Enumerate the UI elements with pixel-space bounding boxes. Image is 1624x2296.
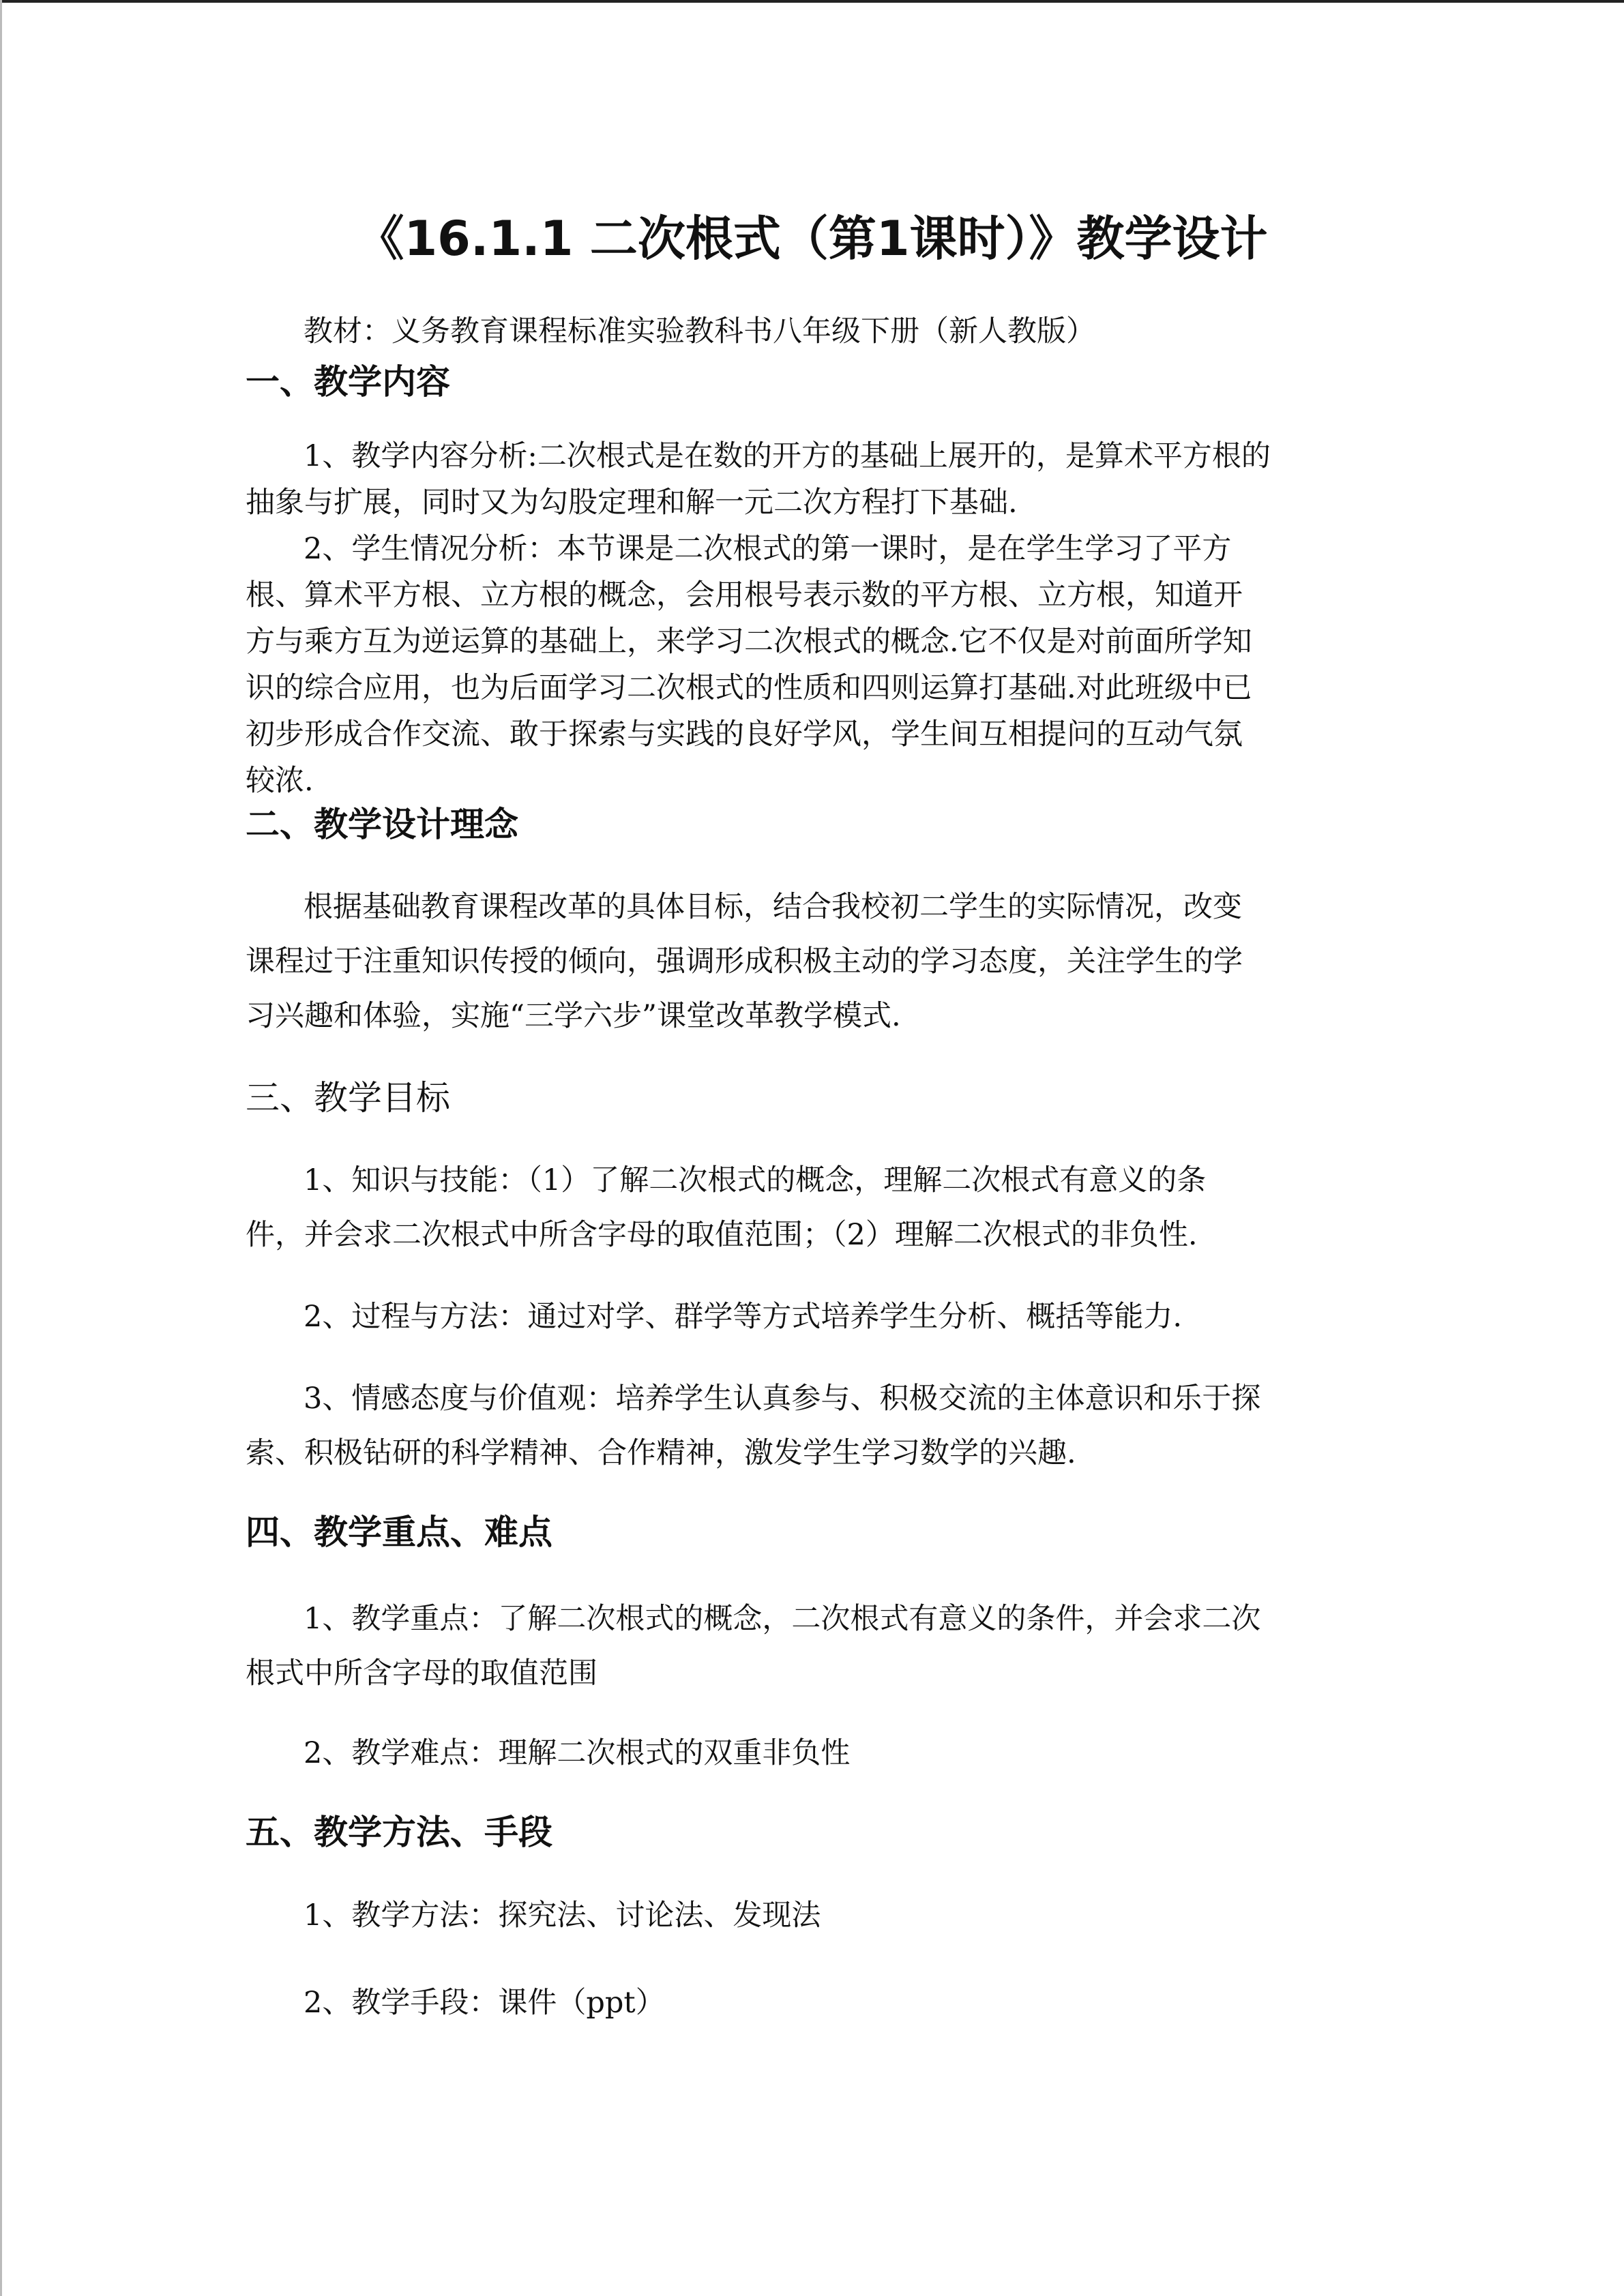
paragraph-line: 1、知识与技能：（1）了解二次根式的概念，理解二次根式有意义的条 [304, 1163, 1207, 1197]
paragraph-line: 2、学生情况分析：本节课是二次根式的第一课时，是在学生学习了平方 [304, 532, 1232, 566]
paragraph-line: 识的综合应用，也为后面学习二次根式的性质和四则运算打基础.对此班级中已 [246, 671, 1252, 705]
paragraph-line: 3、情感态度与价值观：培养学生认真参与、积极交流的主体意识和乐于探 [304, 1382, 1261, 1416]
textbook-info: 教材：义务教育课程标准实验教科书八年级下册（新人教版） [304, 314, 1095, 348]
document-title: 《16.1.1 二次根式（第1课时）》教学设计 [356, 211, 1268, 267]
section-heading-content: 一、教学内容 [246, 362, 450, 402]
paragraph-line: 方与乘方互为逆运算的基础上，来学习二次根式的概念.它不仅是对前面所学知 [246, 625, 1252, 659]
paragraph-line: 习兴趣和体验，实施“三学六步”课堂改革教学模式. [246, 999, 901, 1033]
paragraph-line: 2、过程与方法：通过对学、群学等方式培养学生分析、概括等能力. [304, 1300, 1183, 1334]
section-heading-methods: 五、教学方法、手段 [246, 1813, 552, 1852]
paragraph-line: 1、教学内容分析:二次根式是在数的开方的基础上展开的，是算术平方根的 [304, 439, 1271, 473]
section-heading-objectives: 三、教学目标 [246, 1078, 450, 1118]
paragraph-line: 根式中所含字母的取值范围 [246, 1656, 597, 1690]
paragraph-line: 索、积极钻研的科学精神、合作精神，激发学生学习数学的兴趣. [246, 1436, 1076, 1470]
page-top-border [0, 0, 1624, 3]
section-heading-design-concept: 二、教学设计理念 [246, 805, 518, 844]
paragraph-line: 根据基础教育课程改革的具体目标，结合我校初二学生的实际情况，改变 [304, 890, 1242, 924]
paragraph-line: 根、算术平方根、立方根的概念，会用根号表示数的平方根、立方根，知道开 [246, 578, 1243, 612]
paragraph-line: 较浓. [246, 764, 314, 798]
section-heading-key-points: 四、教学重点、难点 [246, 1512, 552, 1552]
page-left-border [0, 0, 2, 2296]
paragraph-line: 1、教学方法：探究法、讨论法、发现法 [304, 1898, 821, 1933]
paragraph-line: 2、教学手段：课件（ppt） [304, 1986, 665, 2020]
paragraph-line: 课程过于注重知识传授的倾向，强调形成积极主动的学习态度，关注学生的学 [246, 944, 1243, 979]
paragraph-line: 初步形成合作交流、敢于探索与实践的良好学风，学生间互相提问的互动气氛 [246, 717, 1243, 751]
paragraph-line: 2、教学难点：理解二次根式的双重非负性 [304, 1736, 851, 1770]
paragraph-line: 1、教学重点：了解二次根式的概念，二次根式有意义的条件，并会求二次 [304, 1602, 1261, 1636]
paragraph-line: 抽象与扩展，同时又为勾股定理和解一元二次方程打下基础. [246, 486, 1018, 520]
paragraph-line: 件，并会求二次根式中所含字母的取值范围；（2）理解二次根式的非负性. [246, 1218, 1198, 1252]
